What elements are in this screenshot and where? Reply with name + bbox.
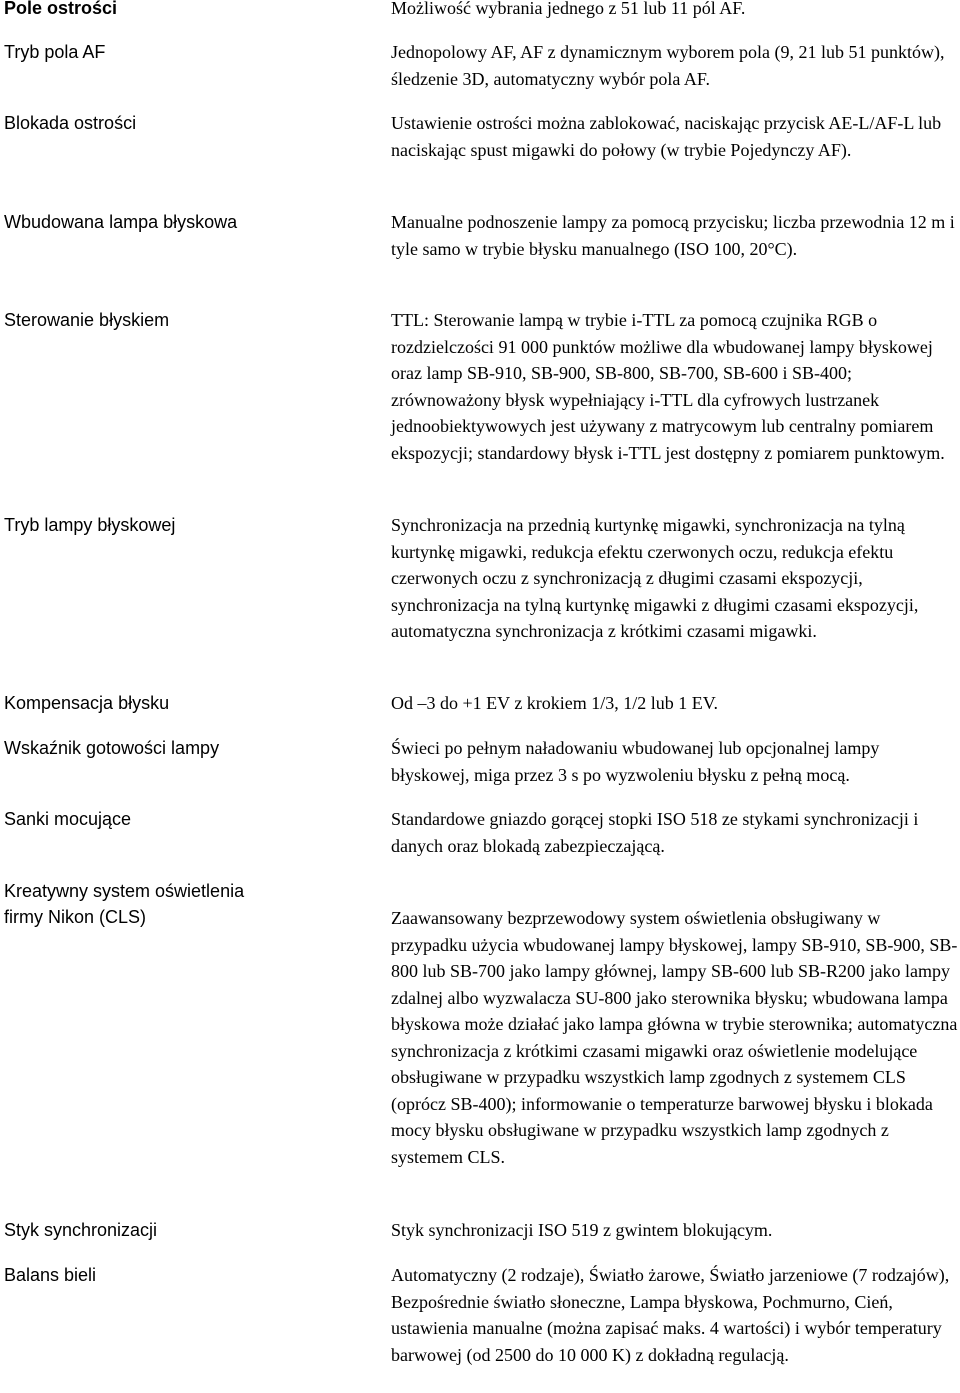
spec-label: Tryb pola AF	[4, 42, 106, 62]
spec-value: Jednopolowy AF, AF z dynamicznym wyborem pola (9, 21 lub 51 punktów), śledzenie 3D, automatyczny wybór pola AF.	[391, 42, 945, 89]
spec-value: Synchronizacja na przednią kurtynkę migawki, synchronizacja na tylną kurtynkę migawki, redukcja efektu czerwonych oczu, redukcja efektu czerwonych oczu z synchronizacją z długimi czasami ekspozycji, synchronizacja na tylną kurtynkę migawki z długimi czasami ekspozycji, automatyczna synchronizacja z krótkimi czasami migawki.	[391, 515, 919, 641]
spec-label: Tryb lampy błyskowej	[4, 515, 176, 535]
spec-label: Sanki mocujące	[4, 809, 132, 829]
spec-label: Pole ostrości	[4, 0, 118, 18]
spec-value: Zaawansowany bezprzewodowy system oświetlenia obsługiwany w przypadku użycia wbudowanej lampy błyskowej, lampy SB-910, SB-900, SB-800 lub SB-700 jako lampy głównej, lampy SB-600 lub SB-R200 jako lampy zdalnej albo wyzwalacza SU-800 jako sterownika błysku; wbudowana lampa błyskowa może działać jako lampa główna w trybie sterownika; automatyczna synchronizacja z krótkimi czasami migawki oraz oświetlenie modelujące obsługiwane w przypadku wszystkich lamp zgodnych z systemem CLS (oprócz SB-400); informowanie o temperaturze barwowej błysku i blokada mocy błysku obsługiwane w przypadku wszystkich lamp zgodnych z systemem CLS.	[391, 908, 958, 1167]
spec-label: Kreatywny system oświetlenia firmy Nikon (CLS)	[4, 881, 245, 927]
spec-label: Wbudowana lampa błyskowa	[4, 212, 238, 232]
spec-label: Balans bieli	[4, 1265, 97, 1285]
spec-value: Ustawienie ostrości można zablokować, naciskając przycisk AE-L/AF-L lub naciskając spust migawki do połowy (w trybie Pojedynczy AF).	[391, 113, 942, 160]
spec-value: TTL: Sterowanie lampą w trybie i-TTL za pomocą czujnika RGB o rozdzielczości 91 000 punktów możliwe dla wbudowanej lampy błyskowej oraz lamp SB-910, SB-900, SB-800, SB-700, SB-600 i SB-400; zrównoważony błysk wypełniający i-TTL dla cyfrowych lustrzanek jednoobiektywowych jest używany z matrycowym lub centralny pomiarem ekspozycji; standardowy błysk i-TTL jest dostępny z pomiarem punktowym.	[391, 310, 945, 463]
spec-value: Od –3 do +1 EV z krokiem 1/3, 1/2 lub 1 EV.	[391, 693, 718, 713]
spec-value: Automatyczny (2 rodzaje), Światło żarowe, Światło jarzeniowe (7 rodzajów), Bezpośrednie światło słoneczne, Lampa błyskowa, Pochmurno, Cień, ustawienia manualne (można zapisać maks. 4 wartości) i wybór temperatury barwowej (od 2500 do 10 000 K) z dokładną regulacją.	[391, 1265, 950, 1365]
spec-label: Blokada ostrości	[4, 113, 137, 133]
spec-value: Styk synchronizacji ISO 519 z gwintem blokującym.	[391, 1220, 773, 1240]
spec-label: Styk synchronizacji	[4, 1220, 158, 1240]
spec-value: Możliwość wybrania jednego z 51 lub 11 pól AF.	[391, 0, 746, 18]
spec-value: Świeci po pełnym naładowaniu wbudowanej lub opcjonalnej lampy błyskowej, miga przez 3 s po wyzwoleniu błysku z pełną mocą.	[391, 738, 880, 785]
spec-value: Standardowe gniazdo gorącej stopki ISO 518 ze stykami synchronizacji i danych oraz blokadą zabezpieczającą.	[391, 809, 919, 856]
spec-label: Wskaźnik gotowości lampy	[4, 738, 220, 758]
spec-label: Kompensacja błysku	[4, 693, 170, 713]
spec-label: Sterowanie błyskiem	[4, 310, 170, 330]
spec-value: Manualne podnoszenie lampy za pomocą przycisku; liczba przewodnia 12 m i tyle samo w trybie błysku manualnego (ISO 100, 20°C).	[391, 212, 955, 259]
